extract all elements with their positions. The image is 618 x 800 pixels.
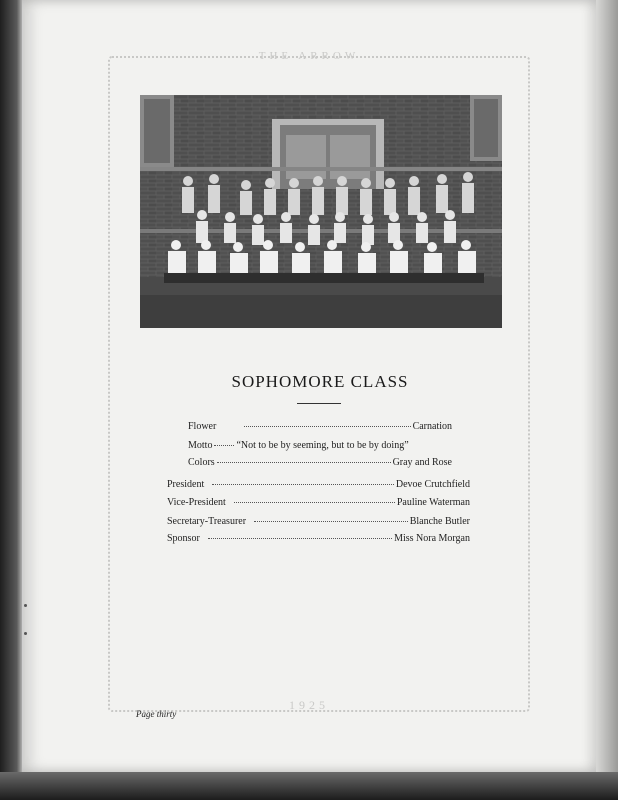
dot-leader (212, 484, 394, 485)
colors-label: Colors (188, 457, 215, 468)
dot-leader (254, 521, 408, 522)
flower-value: Carnation (412, 421, 452, 432)
flower-row (188, 421, 452, 432)
officer-role: President (167, 479, 205, 490)
dot-leader (217, 462, 391, 463)
officer-row-secretary-treasurer (167, 516, 470, 527)
colors-value: Gray and Rose (392, 457, 452, 468)
officer-role: Sponsor (167, 533, 200, 544)
officer-role: Vice-President (167, 497, 226, 508)
officer-name: Blanche Butler (409, 516, 470, 527)
officer-row-vice-president (167, 497, 470, 508)
title-underline (297, 403, 341, 404)
scan-mark (24, 632, 27, 635)
motto-label: Motto (188, 440, 213, 451)
flower-label: Flower (188, 421, 217, 432)
class-photo (140, 95, 502, 328)
officer-name: Miss Nora Morgan (394, 533, 470, 544)
dot-leader (214, 445, 234, 446)
scan-mark (24, 604, 27, 607)
class-photo-image (140, 95, 502, 328)
officer-row-president (167, 479, 470, 490)
motto-value: “Not to be by seeming, but to be by doing” (236, 440, 409, 451)
running-header: THE ARROW (258, 50, 360, 62)
motto-row (188, 440, 452, 451)
officer-row-sponsor (167, 533, 470, 544)
officer-role: Secretary-Treasurer (167, 516, 247, 527)
officer-name: Devoe Crutchfield (395, 479, 470, 490)
dot-leader (208, 538, 392, 539)
class-title: SOPHOMORE CLASS (231, 372, 409, 391)
dot-leader (244, 426, 410, 427)
page-number: Page thirty (136, 709, 177, 719)
page-bottom-edge (0, 772, 618, 800)
footer-year: 1925 (289, 698, 329, 712)
officer-name: Pauline Waterman (396, 497, 470, 508)
colors-row (188, 457, 452, 468)
dot-leader (234, 502, 395, 503)
